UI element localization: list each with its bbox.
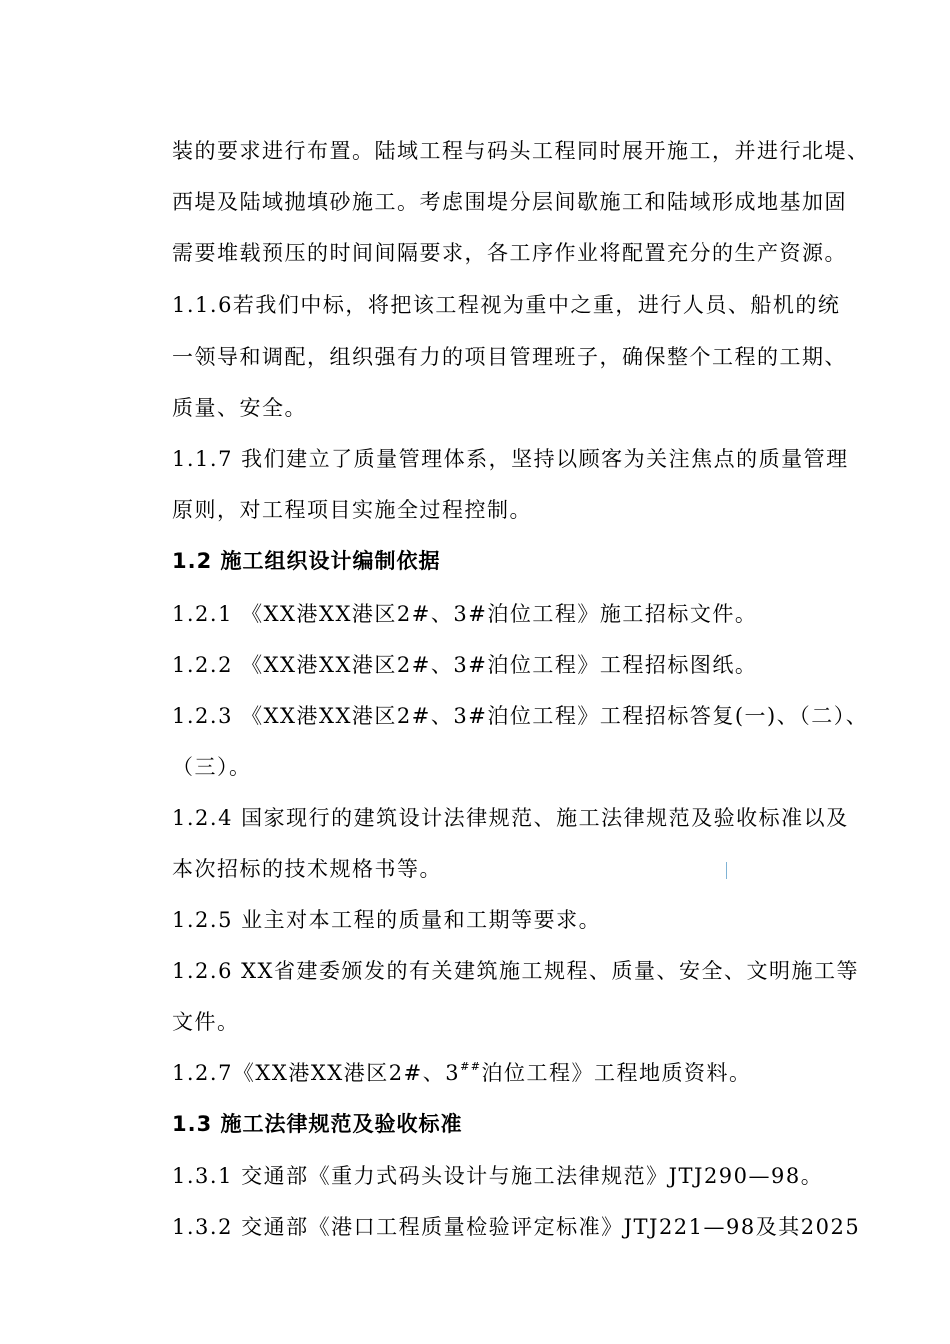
section-heading-1-3: 1.3 施工法律规范及验收标准: [172, 1112, 463, 1136]
body-text-line: 原则，对工程项目实施全过程控制。: [172, 498, 532, 522]
body-text-line: 需要堆载预压的时间间隔要求，各工序作业将配置充分的生产资源。: [172, 241, 847, 265]
body-text-line: 一领导和调配，组织强有力的项目管理班子，确保整个工程的工期、: [172, 345, 847, 369]
clause-1-2-7: [172, 1060, 752, 1085]
clause-1-2-5: 1.2.5 业主对本工程的质量和工期等要求。: [172, 908, 602, 932]
clause-text-before: 1.2.7《XX港XX港区2#、3: [172, 1061, 461, 1085]
clause-1-1-7: 1.1.7 我们建立了质量管理体系，坚持以顾客为关注焦点的质量管理: [172, 447, 849, 471]
body-text-line: （三）。: [172, 755, 252, 779]
body-text-line: 质量、安全。: [172, 396, 307, 420]
body-text-line: 本次招标的技术规格书等。: [172, 857, 442, 881]
clause-1-2-4: 1.2.4 国家现行的建筑设计法律规范、施工法律规范及验收标准以及: [172, 806, 849, 830]
clause-1-3-1: 1.3.1 交通部《重力式码头设计与施工法律规范》JTJ290—98。: [172, 1164, 824, 1188]
text-cursor-mark: [726, 862, 727, 879]
clause-1-2-3: 1.2.3 《XX港XX港区2#、3#泊位工程》工程招标答复(一)、（二）、: [172, 704, 869, 728]
clause-1-1-6: 1.1.6若我们中标，将把该工程视为重中之重，进行人员、船机的统: [172, 293, 841, 317]
section-heading-1-2: 1.2 施工组织设计编制依据: [172, 549, 441, 573]
body-text-line: 装的要求进行布置。陆域工程与码头工程同时展开施工，并进行北堤、: [172, 139, 870, 163]
clause-1-2-1: 1.2.1 《XX港XX港区2#、3#泊位工程》施工招标文件。: [172, 602, 758, 626]
clause-1-3-2: 1.3.2 交通部《港口工程质量检验评定标准》JTJ221—98及其2025: [172, 1215, 861, 1239]
clause-text-after: 泊位工程》工程地质资料。: [481, 1061, 752, 1085]
superscript-mark: ##: [460, 1060, 482, 1073]
body-text-line: 文件。: [172, 1010, 240, 1034]
clause-1-2-6: 1.2.6 XX省建委颁发的有关建筑施工规程、质量、安全、文明施工等: [172, 959, 860, 983]
body-text-line: 西堤及陆域抛填砂施工。考虑围堤分层间歇施工和陆域形成地基加固: [172, 190, 847, 214]
clause-1-2-2: 1.2.2 《XX港XX港区2#、3#泊位工程》工程招标图纸。: [172, 653, 758, 677]
